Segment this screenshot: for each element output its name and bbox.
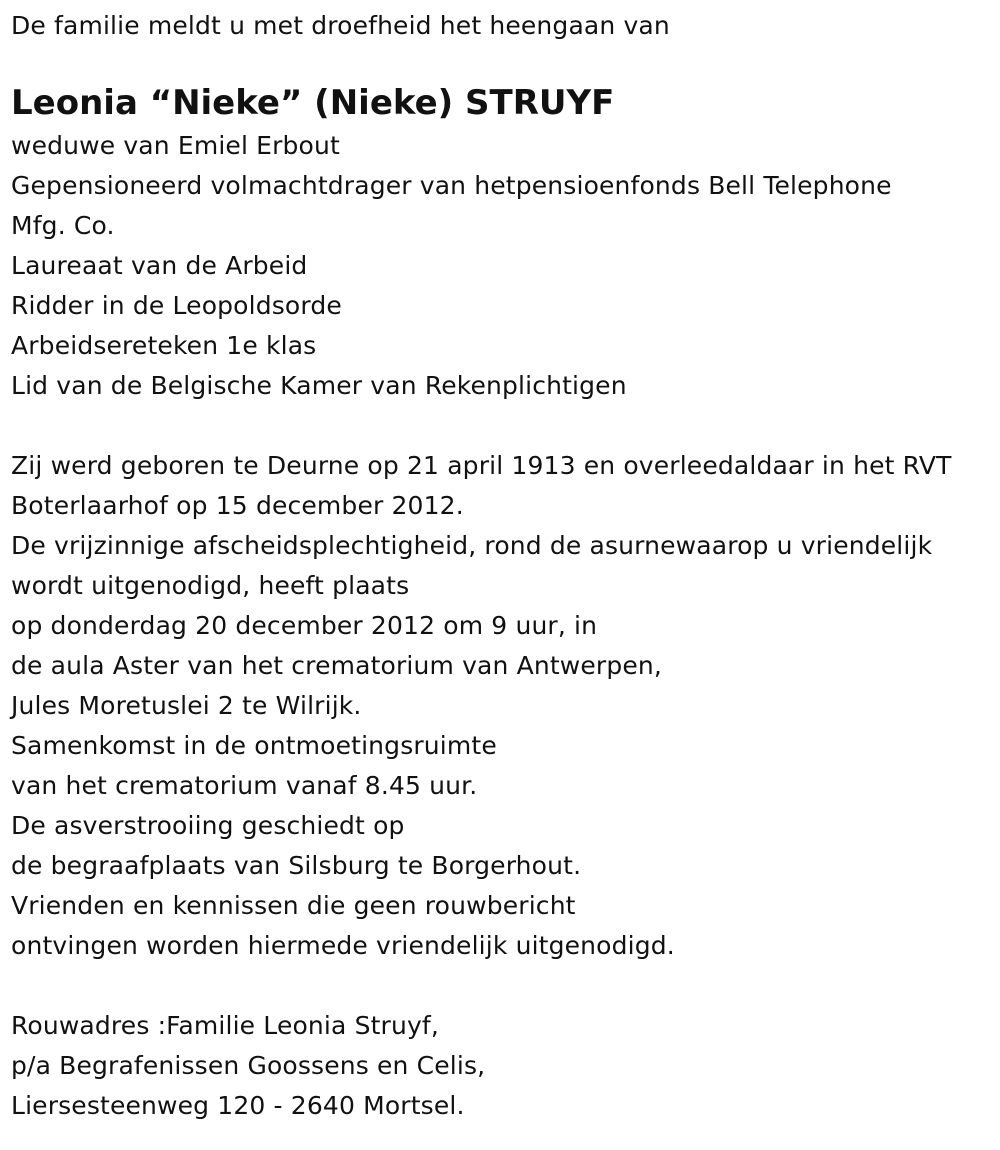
- spacer: [11, 966, 1000, 1006]
- ceremony-line: de aula Aster van het crematorium van Antwerpen,: [11, 651, 662, 680]
- title-line: Ridder in de Leopoldsorde: [11, 291, 342, 320]
- ceremony-block: [11, 446, 1000, 966]
- ceremony-line: Zij werd geboren te Deurne op 21 april 1913 en overleedaldaar in het RVT: [11, 451, 952, 480]
- address-line: p/a Begrafenissen Goossens en Celis,: [11, 1051, 486, 1080]
- ceremony-line: van het crematorium vanaf 8.45 uur.: [11, 771, 478, 800]
- title-line: Gepensioneerd volmachtdrager van hetpensioenfonds Bell Telephone: [11, 171, 892, 200]
- intro-text: De familie meldt u met droefheid het heengaan van: [11, 11, 670, 40]
- ceremony-line: De asverstrooiing geschiedt op: [11, 811, 405, 840]
- title-line: Lid van de Belgische Kamer van Rekenplichtigen: [11, 371, 627, 400]
- address-block: [11, 1006, 1000, 1126]
- spacer: [11, 406, 1000, 446]
- title-line: Arbeidsereteken 1e klas: [11, 331, 317, 360]
- address-line: Liersesteenweg 120 - 2640 Mortsel.: [11, 1091, 465, 1120]
- ceremony-line: Jules Moretuslei 2 te Wilrijk.: [11, 691, 362, 720]
- ceremony-line: de begraafplaats van Silsburg te Borgerhout.: [11, 851, 582, 880]
- ceremony-line: Samenkomst in de ontmoetingsruimte: [11, 731, 497, 760]
- titles-block: [11, 126, 1000, 406]
- title-line: Laureaat van de Arbeid: [11, 251, 308, 280]
- ceremony-line: op donderdag 20 december 2012 om 9 uur, in: [11, 611, 598, 640]
- ceremony-line: wordt uitgenodigd, heeft plaats: [11, 571, 410, 600]
- ceremony-line: Vrienden en kennissen die geen rouwbericht: [11, 891, 576, 920]
- title-line: Mfg. Co.: [11, 211, 115, 240]
- ceremony-line: ontvingen worden hiermede vriendelijk uitgenodigd.: [11, 931, 675, 960]
- ceremony-line: Boterlaarhof op 15 december 2012.: [11, 491, 464, 520]
- deceased-name: Leonia “Nieke” (Nieke) STRUYF: [11, 83, 615, 123]
- ceremony-line: De vrijzinnige afscheidsplechtigheid, rond de asurnewaarop u vriendelijk: [11, 531, 933, 560]
- title-line: weduwe van Emiel Erbout: [11, 131, 340, 160]
- address-line: Rouwadres :Familie Leonia Struyf,: [11, 1011, 439, 1040]
